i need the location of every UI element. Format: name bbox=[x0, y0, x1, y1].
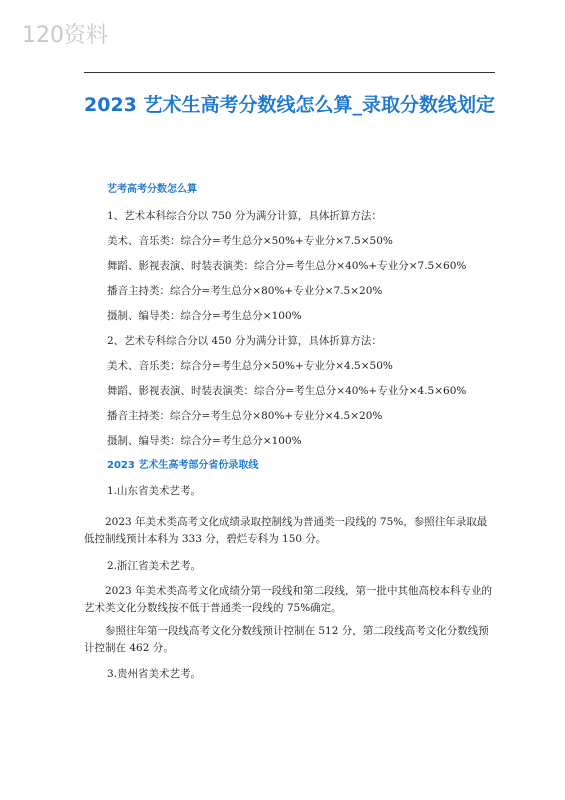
zhejiang-paragraph-1 bbox=[84, 583, 495, 617]
formula-line: 2、艺术专科综合分以 450 分为满分计算，具体折算方法： bbox=[107, 335, 382, 347]
document-title: 2023 艺术生高考分数线怎么算_录取分数线划定 bbox=[84, 94, 495, 116]
watermark-logo: 120资料 bbox=[22, 23, 108, 48]
shandong-paragraph bbox=[84, 514, 495, 548]
formula-line: 摄制、编导类：综合分=考生总分×100% bbox=[107, 310, 302, 322]
formula-line: 摄制、编导类：综合分=考生总分×100% bbox=[107, 435, 302, 447]
shandong-title: 1.山东省美术艺考。 bbox=[107, 485, 202, 497]
formula-line: 1、艺术本科综合分以 750 分为满分计算，具体折算方法： bbox=[107, 210, 382, 222]
formula-line: 美术、音乐类：综合分=考生总分×50%+专业分×4.5×50% bbox=[107, 360, 393, 372]
header-divider bbox=[84, 72, 495, 73]
shandong-text: 2023 年美术类高考文化成绩录取控制线为普通类一段线的 75%，参照往年录取最低控制线预计本科为 333 分，碧烂专科为 150 分。 bbox=[84, 516, 488, 545]
zhejiang-paragraph-2 bbox=[84, 623, 495, 657]
zhejiang-text-1: 2023 年美术类高考文化成绩分第一段线和第二段线，第一批中其他高校本科专业的艺术类文化分数线按不低于普通类一段线的 75%确定。 bbox=[84, 585, 493, 614]
formula-line: 播音主持类：综合分=考生总分×80%+专业分×4.5×20% bbox=[107, 410, 383, 422]
zhejiang-text-2: 参照往年第一段线高考文化分数线预计控制在 512 分，第二段线高考文化分数线预计控制在 462 分。 bbox=[84, 625, 489, 654]
guizhou-title: 3.贵州省美术艺考。 bbox=[107, 668, 202, 680]
formula-line: 舞蹈、影视表演、时装表演类：综合分=考生总分×40%+专业分×4.5×60% bbox=[107, 385, 467, 397]
formula-line: 舞蹈、影视表演、时装表演类：综合分=考生总分×40%+专业分×7.5×60% bbox=[107, 260, 467, 272]
section2-heading: 2023 艺术生高考部分省份录取线 bbox=[107, 460, 259, 471]
formula-line: 美术、音乐类：综合分=考生总分×50%+专业分×7.5×50% bbox=[107, 235, 393, 247]
formula-line: 播音主持类：综合分=考生总分×80%+专业分×7.5×20% bbox=[107, 285, 383, 297]
section1-heading: 艺考高考分数怎么算 bbox=[107, 184, 197, 195]
section1 bbox=[107, 182, 497, 499]
zhejiang-title: 2.浙江省美术艺考。 bbox=[107, 560, 202, 572]
